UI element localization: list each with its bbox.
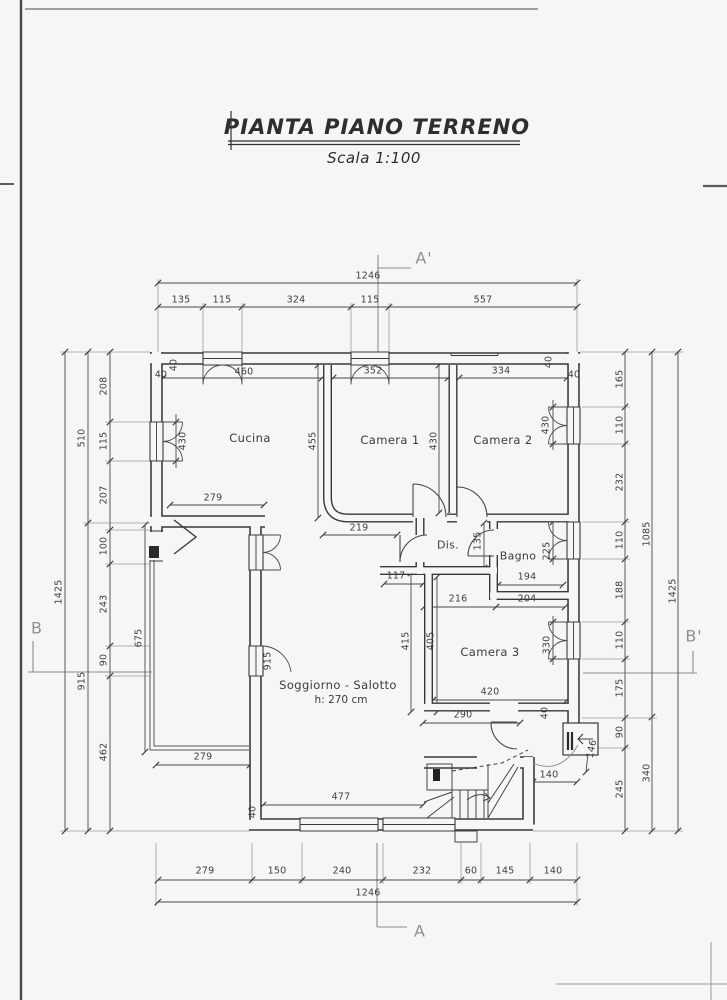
- dim-label: 204: [517, 593, 537, 605]
- room-label-camera3: Camera 3: [460, 645, 520, 659]
- section-marker-a-top: A': [415, 248, 433, 268]
- dim-label: 208: [98, 376, 110, 396]
- dim-label: 40: [567, 369, 581, 381]
- stair-direction-arrow-icon: [467, 793, 490, 801]
- dim-label: 207: [98, 485, 110, 505]
- dim-label: 420: [480, 686, 500, 698]
- dim-label: 240: [332, 865, 352, 877]
- dim-label: 334: [491, 365, 511, 377]
- dim-label: 290: [453, 709, 473, 721]
- room-label-camera1: Camera 1: [360, 433, 420, 447]
- room-height-note: h: 270 cm: [314, 694, 368, 706]
- dim-label: 216: [448, 593, 468, 605]
- dim-label: 340: [641, 763, 653, 783]
- dim-label: 430: [540, 415, 552, 435]
- dim-label: 460: [234, 366, 254, 378]
- dim-label: 225: [541, 541, 553, 561]
- exterior-walls-fill: [150, 352, 580, 825]
- dim-label: 90: [98, 653, 110, 667]
- dim-label: 40: [543, 355, 555, 369]
- dim-label: 245: [614, 779, 626, 799]
- dim-label: 110: [614, 415, 626, 435]
- dim-label: 510: [76, 428, 88, 448]
- dim-label: 60: [464, 865, 478, 877]
- dim-label: 279: [195, 865, 215, 877]
- dim-label: 110: [614, 630, 626, 650]
- dim-label: 110: [614, 530, 626, 550]
- stair-closet-hatch: [433, 769, 440, 781]
- dim-label: 279: [203, 492, 223, 504]
- dim-label: 115: [360, 294, 380, 306]
- section-marker-b-right: B': [685, 626, 703, 646]
- dim-label: 477: [331, 791, 351, 803]
- exterior-step: [455, 831, 477, 842]
- dim-label: 40: [154, 369, 168, 381]
- plan-title: PIANTA PIANO TERRENO: [223, 115, 531, 139]
- dim-label: 1425: [667, 578, 679, 604]
- dim-label: 243: [98, 594, 110, 614]
- dim-label: 145: [495, 865, 515, 877]
- room-label-cucina: Cucina: [229, 431, 271, 445]
- dim-label: 232: [614, 472, 626, 492]
- dim-label: 40: [247, 805, 259, 819]
- dim-label: 415: [400, 631, 412, 651]
- dim-label: 194: [517, 571, 537, 583]
- dim-label: 115: [212, 294, 232, 306]
- dim-label: 175: [614, 678, 626, 698]
- room-label-bagno: Bagno: [499, 549, 537, 563]
- dim-label: 324: [286, 294, 306, 306]
- section-marker-a-bottom: A: [414, 921, 426, 941]
- dim-label: 140: [539, 769, 559, 781]
- plan-scale: Scala 1:100: [327, 149, 421, 167]
- entrance-jamb: [149, 546, 159, 558]
- dim-label: 405: [425, 631, 437, 651]
- dim-label: 232: [412, 865, 432, 877]
- dim-label: 165: [614, 369, 626, 389]
- dim-label: 100: [98, 536, 110, 556]
- dim-label: 1425: [53, 579, 65, 605]
- section-marker-b-left: B: [31, 618, 43, 638]
- dim-label: 135: [171, 294, 191, 306]
- dim-label: 915: [262, 651, 274, 671]
- dim-label: 40: [168, 358, 180, 372]
- dim-label: 90: [614, 725, 626, 739]
- dim-label: 115: [98, 431, 110, 451]
- dim-label: 40: [539, 706, 551, 720]
- dim-label: 135: [472, 531, 484, 551]
- dim-label: 117: [386, 570, 406, 582]
- room-label-soggiorno: Soggiorno - Salotto: [279, 678, 397, 692]
- dim-label: 430: [177, 431, 189, 451]
- dim-label: 1246: [355, 270, 381, 282]
- dim-label: 557: [473, 294, 493, 306]
- dim-label: 140: [543, 865, 563, 877]
- terrace-outline: [150, 560, 249, 750]
- dim-label: 915: [76, 671, 88, 691]
- dim-label: 150: [267, 865, 287, 877]
- dim-label: 675: [133, 628, 145, 648]
- dim-label: 146: [584, 738, 600, 760]
- exterior-walls: [150, 352, 580, 825]
- dim-label: 462: [98, 742, 110, 762]
- interior-walls-fill: [328, 365, 574, 707]
- dim-label: 430: [428, 431, 440, 451]
- dim-label: 1246: [355, 887, 381, 899]
- room-label-dis: Dis.: [437, 538, 459, 552]
- dim-label: 279: [193, 751, 213, 763]
- dim-label: 219: [349, 522, 369, 534]
- dim-label: 188: [614, 580, 626, 600]
- dim-label: 1085: [641, 521, 653, 547]
- room-label-camera2: Camera 2: [473, 433, 533, 447]
- dim-label: 330: [541, 635, 553, 655]
- dim-label: 352: [363, 365, 383, 377]
- dim-label: 455: [307, 431, 319, 451]
